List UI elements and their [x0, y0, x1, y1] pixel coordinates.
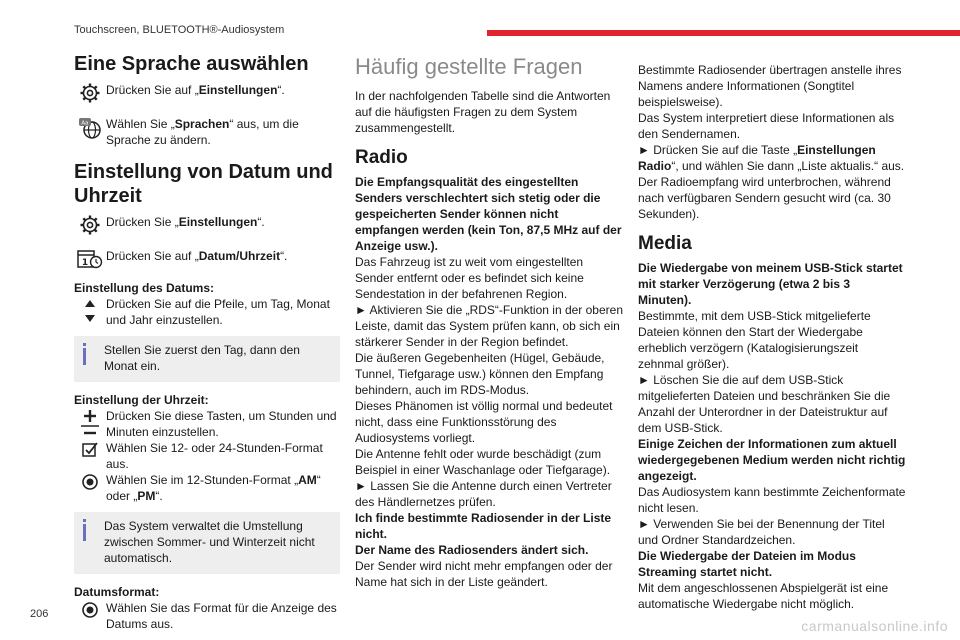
answer: Bestimmte, mit dem USB-Stick mitgelieferte Dateien können den Start der Wiedergabe erheblich verzögern (Katalogisierungszeit zehnmal größer). — [638, 309, 871, 371]
step-time-buttons — [74, 408, 340, 440]
step-date-format — [74, 600, 340, 632]
time-label: Einstellung der Uhrzeit: — [74, 393, 209, 407]
step-12-24 — [74, 440, 340, 472]
answer: Das Audiosystem kann bestimmte Zeichenformate nicht lesen. — [638, 485, 906, 515]
step-date-time — [74, 248, 340, 276]
svg-text:Aa: Aa — [81, 120, 89, 127]
answer: Die Antenne fehlt oder wurde beschädigt (zum Beispiel in einer Waschanlage oder Tiefgarage). — [355, 447, 611, 477]
date-label: Einstellung des Datums: — [74, 281, 215, 295]
svg-text:1: 1 — [81, 258, 89, 268]
step-am-pm — [74, 472, 340, 504]
gear-icon — [74, 214, 106, 242]
answer: ► Lassen Sie die Antenne durch einen Vertreter des Händlernetzes prüfen. — [355, 479, 612, 509]
section-title-language: Eine Sprache auswählen — [74, 53, 309, 75]
answer: Mit dem angeschlossenen Abspielgerät ist eine automatische Wiedergabe nicht möglich. — [638, 581, 889, 611]
page-number: 206 — [30, 608, 49, 620]
faq-intro: In der nachfolgenden Tabelle sind die Antworten auf die häufigsten Fragen zu dem System zusammengestellt. — [355, 89, 611, 135]
question: Die Empfangsqualität des eingestellten Senders verschlechtert sich stetig oder die gespeicherten Sender können nicht empfangen werden (kein Ton, 87,5 MHz auf der Anzeige usw.). — [355, 175, 622, 253]
answer: Der Radioempfang wird unterbrochen, während nach verfügbaren Sendern gesucht wird (ca. 30 Sekunden). — [638, 175, 891, 221]
answer: Die äußeren Gegebenheiten (Hügel, Gebäude, Tunnel, Tiefgarage usw.) können den Empfang behindern, auch im RDS-Modus. — [355, 351, 605, 397]
section-title-date-time: Einstellung von Datum und Uhrzeit — [74, 161, 333, 207]
step-text: Wählen Sie „Sprachen“ aus, um die Sprache zu ändern. — [106, 117, 299, 147]
radio-title: Radio — [355, 147, 408, 168]
media-title: Media — [638, 233, 692, 254]
answer: Das System interpretiert diese Informationen als den Sendernamen. — [638, 111, 895, 141]
answer: Bestimmte Radiosender übertragen anstelle ihres Namens andere Informationen (Songtitel beispielsweise). — [638, 63, 902, 109]
gear-icon — [74, 82, 106, 110]
info-note-date: Stellen Sie zuerst den Tag, dann den Monat ein. — [74, 336, 340, 382]
answer: ► Verwenden Sie bei der Benennung der Titel und Ordner Standardzeichen. — [638, 517, 885, 547]
step-text: Drücken Sie auf „Datum/Uhrzeit“. — [106, 249, 288, 263]
answer: Das Fahrzeug ist zu weit vom eingestellten Sender entfernt oder es befindet sich keine Sendestation in der befahrenen Region. — [355, 255, 584, 301]
answer: ► Aktivieren Sie die „RDS“-Funktion in der oberen Leiste, damit das System prüfen kann, ob sich ein stärkerer Sender in der Region befindet. — [355, 303, 623, 349]
watermark: carmanualsonline.info — [801, 618, 948, 634]
step-text: Drücken Sie auf die Pfeile, um Tag, Monat und Jahr einzustellen. — [106, 297, 330, 327]
answer: Dieses Phänomen ist völlig normal und bedeutet nicht, dass eine Funktionsstörung des Audiosystems vorliegt. — [355, 399, 613, 445]
question: Der Name des Radiosenders ändert sich. — [355, 543, 589, 557]
answer: ► Löschen Sie die auf dem USB-Stick mitgelieferten Dateien und beschränken Sie die Anzahl der Unterordner in der Dateistruktur auf dem USB-Stick. — [638, 373, 891, 435]
format-label: Datumsformat: — [74, 585, 160, 599]
question: Die Wiedergabe von meinem USB-Stick startet mit starker Verzögerung (etwa 2 bis 3 Minuten). — [638, 261, 903, 307]
column-middle — [355, 52, 623, 590]
answer: ► Drücken Sie auf die Taste „Einstellungen Radio“, und wählen Sie dann „Liste aktualis.“ aus. — [638, 143, 905, 173]
plus-minus-icon — [74, 408, 106, 440]
step-text: Wählen Sie im 12-Stunden-Format „AM“ oder „PM“. — [106, 473, 321, 503]
step-settings — [74, 82, 340, 110]
radio-button-icon — [74, 472, 106, 502]
faq-title: Häufig gestellte Fragen — [355, 54, 583, 79]
question: Einige Zeichen der Informationen zum aktuell wiedergegebenen Medium werden nicht richtig angezeigt. — [638, 437, 906, 483]
column-right — [638, 62, 906, 612]
language-icon — [74, 116, 106, 144]
step-date-arrows — [74, 296, 340, 328]
calendar-clock-icon — [74, 248, 106, 276]
step-text: Drücken Sie auf „Einstellungen“. — [106, 83, 285, 97]
step-settings-2 — [74, 214, 340, 242]
step-languages — [74, 116, 340, 148]
answer: Der Sender wird nicht mehr empfangen oder der Name hat sich in der Liste geändert. — [355, 559, 613, 589]
column-left — [74, 52, 340, 632]
header-accent-bar — [487, 30, 960, 36]
question: Die Wiedergabe der Dateien im Modus Streaming startet nicht. — [638, 549, 856, 579]
step-text: Wählen Sie 12- oder 24-Stunden-Format aus. — [106, 441, 323, 471]
info-note-dst: Das System verwaltet die Umstellung zwischen Sommer- und Winterzeit nicht automatisch. — [74, 512, 340, 574]
radio-button-icon — [74, 600, 106, 630]
checkbox-icon — [74, 440, 106, 470]
question: Ich finde bestimmte Radiosender in der Liste nicht. — [355, 511, 612, 541]
step-text: Wählen Sie das Format für die Anzeige des Datums aus. — [106, 601, 337, 631]
step-text: Drücken Sie diese Tasten, um Stunden und Minuten einzustellen. — [106, 409, 337, 439]
up-down-arrows-icon — [74, 296, 106, 328]
running-header: Touchscreen, BLUETOOTH®-Audiosystem — [74, 24, 285, 36]
step-text: Drücken Sie „Einstellungen“. — [106, 215, 265, 229]
